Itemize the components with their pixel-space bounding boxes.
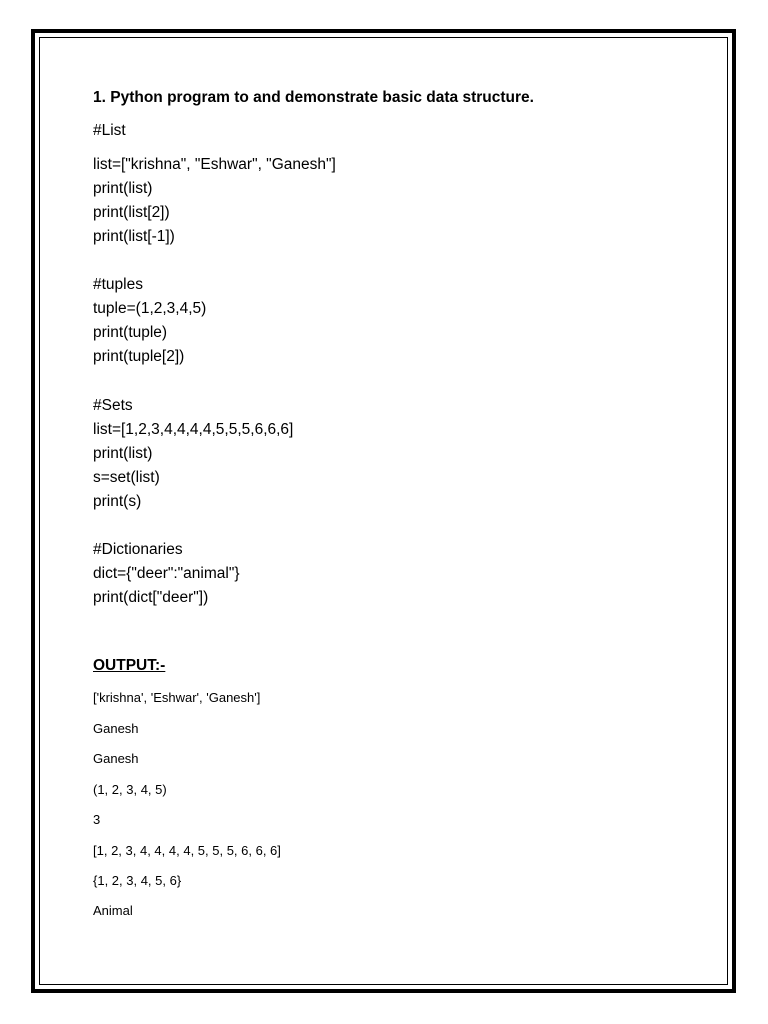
output-line: Animal: [93, 903, 133, 918]
code-line: print(s): [93, 493, 142, 510]
code-line: print(tuple): [93, 324, 168, 341]
output-line: [1, 2, 3, 4, 4, 4, 4, 5, 5, 5, 6, 6, 6]: [93, 843, 281, 858]
dictionaries-heading: #Dictionaries: [93, 541, 183, 558]
code-line: list=["krishna", "Eshwar", "Ganesh"]: [93, 156, 336, 173]
code-line: print(list[-1]): [93, 228, 175, 245]
output-line: Ganesh: [93, 721, 139, 736]
output-heading: OUTPUT:-: [93, 657, 166, 674]
code-line: tuple=(1,2,3,4,5): [93, 300, 207, 317]
code-line: print(list): [93, 180, 153, 197]
output-line: 3: [93, 812, 101, 827]
code-line: print(list): [93, 445, 153, 462]
code-line: s=set(list): [93, 469, 160, 486]
output-line: {1, 2, 3, 4, 5, 6}: [93, 873, 182, 888]
code-line: print(dict["deer"]): [93, 589, 209, 606]
document-title: 1. Python program to and demonstrate basic data structure.: [93, 89, 534, 106]
list-heading: #List: [93, 122, 126, 139]
tuples-heading: #tuples: [93, 276, 143, 293]
code-line: print(tuple[2]): [93, 348, 185, 365]
output-line: (1, 2, 3, 4, 5): [93, 782, 167, 797]
sets-heading: #Sets: [93, 397, 133, 414]
output-line: Ganesh: [93, 751, 139, 766]
code-line: dict={"deer":"animal"}: [93, 565, 240, 582]
output-line: ['krishna', 'Eshwar', 'Ganesh']: [93, 690, 261, 705]
code-line: list=[1,2,3,4,4,4,4,5,5,5,6,6,6]: [93, 421, 294, 438]
code-line: print(list[2]): [93, 204, 170, 221]
